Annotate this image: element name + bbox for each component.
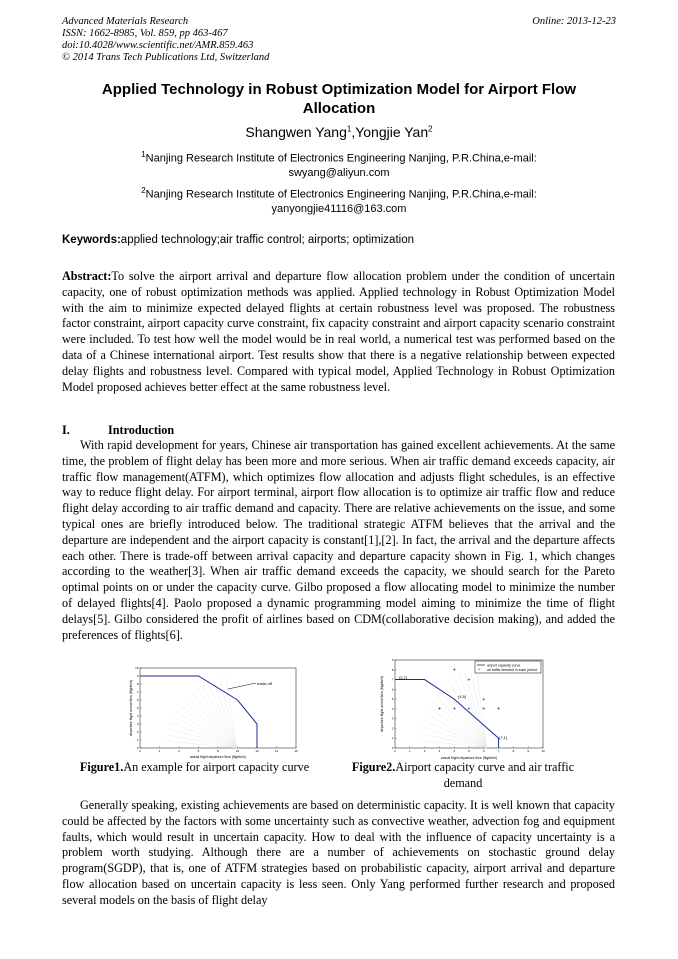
fig2-ytick-label: 2 xyxy=(391,726,394,731)
fig2-xtick-label: 4 xyxy=(453,749,456,753)
fig1-xtick-label: 10 xyxy=(235,749,240,753)
fig2-demand-point: + xyxy=(452,706,456,713)
fig2-ytick-label: 9 xyxy=(391,658,394,662)
intro-paragraph-2: Generally speaking, existing achievements are based on deterministic capacity. It is well known that capacity could be affected by the factors with some uncertainty such as convective weather, advection fog and equipment faults, which would result in uncertain capacity. How to deal with the influence of capacity uncertainty is a problem worth studying. Although there are a number of achievements on stochastic ground delay program(SGDP), that is, one of ATFM strategies based on probabilistic capacity, airport arrival and departure flow allocation based on uncertain capacity is less seen. Only Yang performed further research and proposed several models on the basis of flight delay xyxy=(62,798,615,907)
aff-2-sup: 2 xyxy=(141,186,146,195)
figure-2-caption-line2: demand xyxy=(443,775,483,790)
aff-2-line1: Nanjing Research Institute of Electronics Engineering Nanjing, P.R.China,e-mail: xyxy=(145,188,537,201)
fig1-ytick-label: 5 xyxy=(136,706,139,710)
fig1-xtick-label: 6 xyxy=(197,749,200,753)
author-1: Shangwen Yang xyxy=(245,124,347,140)
fig1-plot-frame xyxy=(140,668,296,748)
fig1-ytick-label: 9 xyxy=(136,674,139,678)
fig1-ytick-label: 8 xyxy=(136,682,139,686)
fig2-ytick-label: 3 xyxy=(391,716,394,721)
fig2-ytick-label: 4 xyxy=(391,706,394,711)
fig1-ylabel: departure flight arrival flow (flights/h) xyxy=(129,679,133,737)
abstract-label: Abstract: xyxy=(62,269,112,283)
fig1-ytick-label: 7 xyxy=(136,690,139,694)
fig1-fan-lines xyxy=(167,677,237,748)
authors xyxy=(0,124,678,140)
fig2-fan-line xyxy=(423,727,487,748)
fig2-xlabel: actual flight departure flow (flights/h) xyxy=(440,756,498,760)
fig1-xtick-label: 0 xyxy=(139,749,141,753)
figure-1-label: Figure1. xyxy=(79,760,124,774)
fig1-ytick-label: 1 xyxy=(136,738,139,742)
fig1-xtick-label: 12 xyxy=(255,749,259,753)
fig2-fan-line xyxy=(429,708,486,748)
fig2-ytick-label: 0 xyxy=(391,746,394,750)
aff-2-email: yanyongjie41116@163.com xyxy=(271,202,407,215)
fig2-xtick-label: 10 xyxy=(541,749,545,753)
fig1-ytick-label: 6 xyxy=(136,698,139,702)
fig1-fan-line xyxy=(176,711,236,748)
fig2-demand-point: + xyxy=(496,706,501,713)
fig2-legend-plus-icon: + xyxy=(477,668,481,673)
fig2-demand-point: + xyxy=(467,706,471,713)
aff-1-line1: Nanjing Research Institute of Electronics Engineering Nanjing, P.R.China,e-mail: xyxy=(145,152,537,165)
fig1-annotation: trade-off xyxy=(257,681,272,686)
fig2-xtick-label: 3 xyxy=(438,749,441,753)
aff-1-email: swyang@aliyun.com xyxy=(288,166,390,179)
fig1-ytick-label: 10 xyxy=(135,666,139,670)
fig1-fan-line xyxy=(173,717,236,748)
fig2-demand-point: + xyxy=(437,706,442,713)
fig1-ytick-label: 2 xyxy=(136,730,139,734)
fig1-fan-line xyxy=(203,685,237,748)
paper-title: Applied Technology in Robust Optimization Model for Airport Flow Allocation xyxy=(101,81,577,117)
affiliation-2 xyxy=(80,184,598,216)
fig2-ytick-label: 5 xyxy=(391,697,394,702)
author-2: Yongjie Yan xyxy=(355,124,429,140)
fig1-xtick-label: 16 xyxy=(294,749,298,753)
author-1-sup: 1 xyxy=(346,124,352,134)
section-title: Introduction xyxy=(108,423,175,437)
fig2-legend xyxy=(475,661,541,673)
fig2-ytick-label: 6 xyxy=(391,687,394,692)
fig2-ylabel: departure flight arrival flow (flights/h) xyxy=(380,675,384,733)
fig1-xtick-label: 2 xyxy=(158,749,161,753)
keywords-text: applied technology;air traffic control; airports; optimization xyxy=(120,234,414,246)
figure-1-caption-text: An example for airport capacity curve xyxy=(123,760,310,774)
fig1-ytick-label: 3 xyxy=(136,722,139,726)
abstract xyxy=(62,269,615,395)
figure-2-caption-text: Airport capacity curve and air traffic xyxy=(395,760,575,774)
fig2-demand-point: + xyxy=(482,706,486,713)
online-date: Online: 2013-12-23 xyxy=(532,16,616,27)
fig2-label-a: (2,7) xyxy=(399,675,408,680)
fig2-xtick-label: 7 xyxy=(497,749,500,753)
abstract-text: To solve the airport arrival and departure flow allocation problem under the condition of uncertain capacity, one of robust optimization methods was applied. Applied technology in Robust Optimization Model with the aim to minimize expected delayed flights at certain robustness level was proposed. The robustness factor constraint, airport capacity curve constraint, fix capacity constraint and airport capacity scenario constraint were included. To test how well the model would be in real world, a numerical test was performed based on the data of a Chinese international airport. Test results show that there is a negative relationship between expected delay flights and robustness level. Compared with typical model, Applied Technology in Robust Optimization Model proposed achieves better effect at the same robustness level. xyxy=(62,269,615,394)
journal-info xyxy=(62,16,269,64)
fig2-label-c: (7,1) xyxy=(499,735,508,740)
keywords-label: Keywords: xyxy=(62,234,121,246)
fig1-fan-line xyxy=(167,741,237,748)
fig2-xtick-label: 6 xyxy=(482,749,485,753)
fig2-xtick-label: 2 xyxy=(423,749,426,753)
section-number: I. xyxy=(62,423,70,437)
fig2-legend-curve: airport capacity curve xyxy=(487,663,521,668)
fig2-fan-line xyxy=(420,741,486,748)
author-2-sup: 2 xyxy=(428,124,433,134)
fig2-demand-point: + xyxy=(482,696,486,703)
fig2-fan-line xyxy=(427,714,487,748)
fig2-demand-point: + xyxy=(452,667,456,674)
fig2-xtick-label: 8 xyxy=(512,749,515,753)
keywords xyxy=(62,234,622,246)
fig1-ytick-label: 0 xyxy=(136,746,139,750)
figure-2-caption xyxy=(332,760,594,792)
fig1-xtick-label: 8 xyxy=(217,749,219,753)
figure-1-chart xyxy=(128,662,303,762)
fig2-ytick-label: 1 xyxy=(391,736,394,741)
figure-2-chart xyxy=(377,658,547,762)
fig2-xtick-label: 9 xyxy=(527,749,530,753)
author-sep: , xyxy=(351,124,356,140)
issn: ISSN: 1662-8985, Vol. 859, pp 463-467 xyxy=(62,28,228,39)
fig2-demand-point: + xyxy=(467,677,471,684)
figure-1-caption xyxy=(62,760,327,776)
figure-2-label: Figure2. xyxy=(351,760,396,774)
fig1-annotation-arrow xyxy=(228,683,256,689)
fig2-xtick-label: 1 xyxy=(408,749,411,753)
affiliation-1 xyxy=(80,148,598,180)
fig2-ytick-label: 8 xyxy=(391,667,394,672)
fig2-xtick-label: 5 xyxy=(468,749,470,753)
aff-1-sup: 1 xyxy=(141,150,146,159)
fig1-xlabel: actual flight departure flow (flights/h) xyxy=(189,755,247,759)
journal-name: Advanced Materials Research xyxy=(62,16,189,27)
fig2-label-b: (4,5) xyxy=(458,694,467,699)
fig2-ytick-label: 7 xyxy=(391,677,394,682)
fig1-fan-line xyxy=(208,682,237,748)
fig1-fan-line xyxy=(169,729,237,748)
fig1-ytick-label: 4 xyxy=(136,714,139,718)
fig1-xtick-label: 4 xyxy=(178,749,180,753)
intro-paragraph-1: With rapid development for years, Chinese air transportation has gained excellent achievements. At the same time, the problem of flight delay has been more and more serious. When air traffic demand exceeds capacity, air traffic flow management(ATFM), which optimizes flow allocation and adjusts flight schedules, is an effective way to reduce flight delay. For airport terminal, airport flow allocation is to optimize air traffic flow and reduce flight delay according to air traffic demand and capacity. There are relative achievements on the issue, and some typical ones are briefly introduced below. The traditional strategic ATFM believes that the arrival and the departure are independent and the airport capacity is constant[1],[2]. In fact, the arrival and the departure affects each other. There is trade-off between arrival capacity and departure capacity shown in Fig. 1, which changes according to the weather[3]. When air traffic demand exceeds the capacity, we should search for the Pareto optimal points on or under the capacity curve. Gilbo proposed a flow allocating model to minimize the number of delayed flights[4]. Paolo proposed a dynamic programming model aiming to minimize the time of flight delays[5]. Gilbo considered the profit of airlines based on CDM(collaborative decision making), and added the preferences of flights[6]. xyxy=(62,438,615,642)
fig1-ticks xyxy=(135,666,298,753)
doi: doi:10.4028/www.scientific.net/AMR.859.463 xyxy=(62,40,254,51)
fig2-xtick-label: 0 xyxy=(394,749,396,753)
copyright: © 2014 Trans Tech Publications Ltd, Switzerland xyxy=(62,52,270,63)
fig2-legend-points: air traffic demand in each period xyxy=(487,667,537,672)
fig1-xtick-label: 14 xyxy=(274,749,279,753)
section-heading xyxy=(62,423,174,438)
